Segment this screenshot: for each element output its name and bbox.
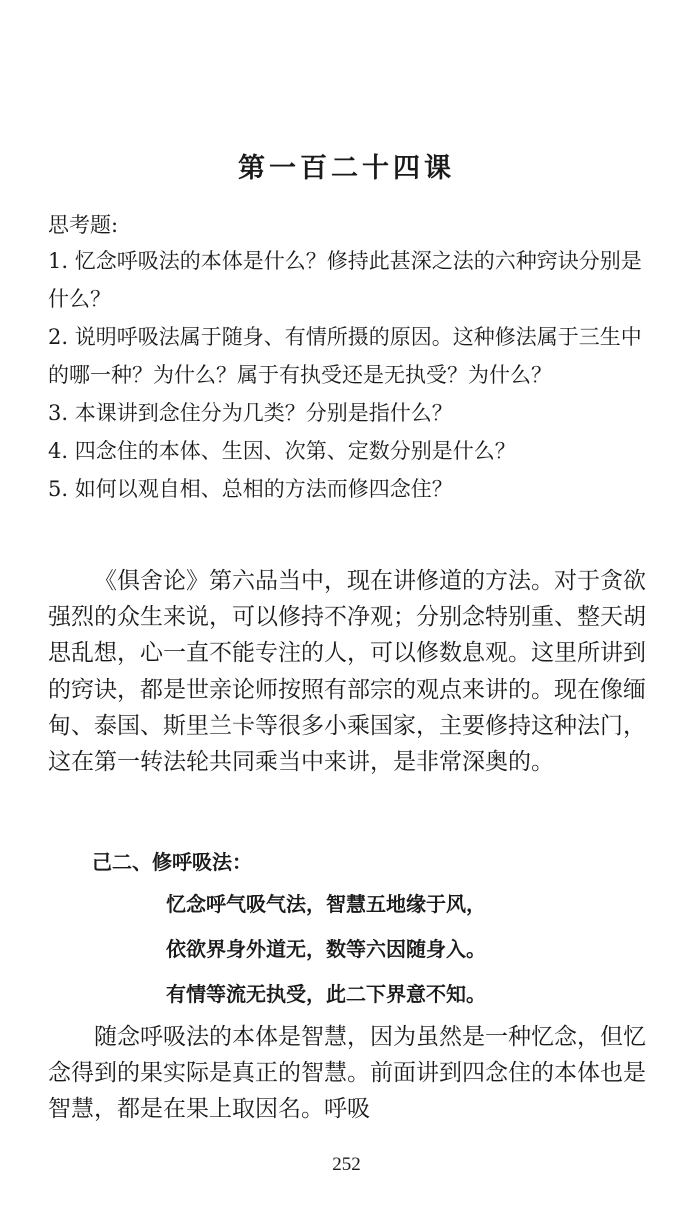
verse-line: 忆念呼气吸气法，智慧五地缘于风， xyxy=(166,892,486,916)
paragraph-text: 《俱舍论》第六品当中，现在讲修道的方法。对于贪欲强烈的众生来说，可以修持不净观；分别念特别重、整天胡思乱想，心一直不能专注的人，可以修数息观。这里所讲到的窍诀，都是世亲论师按照有部宗的观点来讲的。现在像缅甸、泰国、斯里兰卡等很多小乘国家，主要修持这种法门，这在第一转法轮共同乘当中来讲，是非常深奥的。 xyxy=(48,568,646,776)
question-item: 4. 四念住的本体、生因、次第、定数分别是什么？ xyxy=(48,439,516,463)
questions-heading: 思考题: xyxy=(48,213,119,237)
body-paragraph xyxy=(48,563,646,780)
question-item: 2. 说明呼吸法属于随身、有情所摄的原因。这种修法属于三生中的哪一种？为什么？属于有执受还是无执受？为什么？ xyxy=(48,325,642,387)
page-number: 252 xyxy=(332,1154,361,1175)
verse-block xyxy=(166,882,486,1017)
page-title: 第一百二十四课 xyxy=(238,153,455,184)
verse-line: 依欲界身外道无，数等六因随身入。 xyxy=(166,937,486,961)
study-questions xyxy=(48,208,648,508)
section-heading: 己二、修呼吸法： xyxy=(92,850,252,874)
verse-line: 有情等流无执受，此二下界意不知。 xyxy=(166,982,486,1006)
paragraph-text: 随念呼吸法的本体是智慧，因为虽然是一种忆念，但忆念得到的果实际是真正的智慧。前面讲到四念住的本体也是智慧，都是在果上取因名。呼吸 xyxy=(48,1024,646,1123)
question-item: 1. 忆念呼吸法的本体是什么？修持此甚深之法的六种窍诀分别是什么？ xyxy=(48,249,642,311)
body-paragraph xyxy=(48,1019,646,1128)
question-item: 3. 本课讲到念住分为几类？分别是指什么？ xyxy=(48,401,453,425)
question-item: 5. 如何以观自相、总相的方法而修四念住？ xyxy=(48,477,453,501)
